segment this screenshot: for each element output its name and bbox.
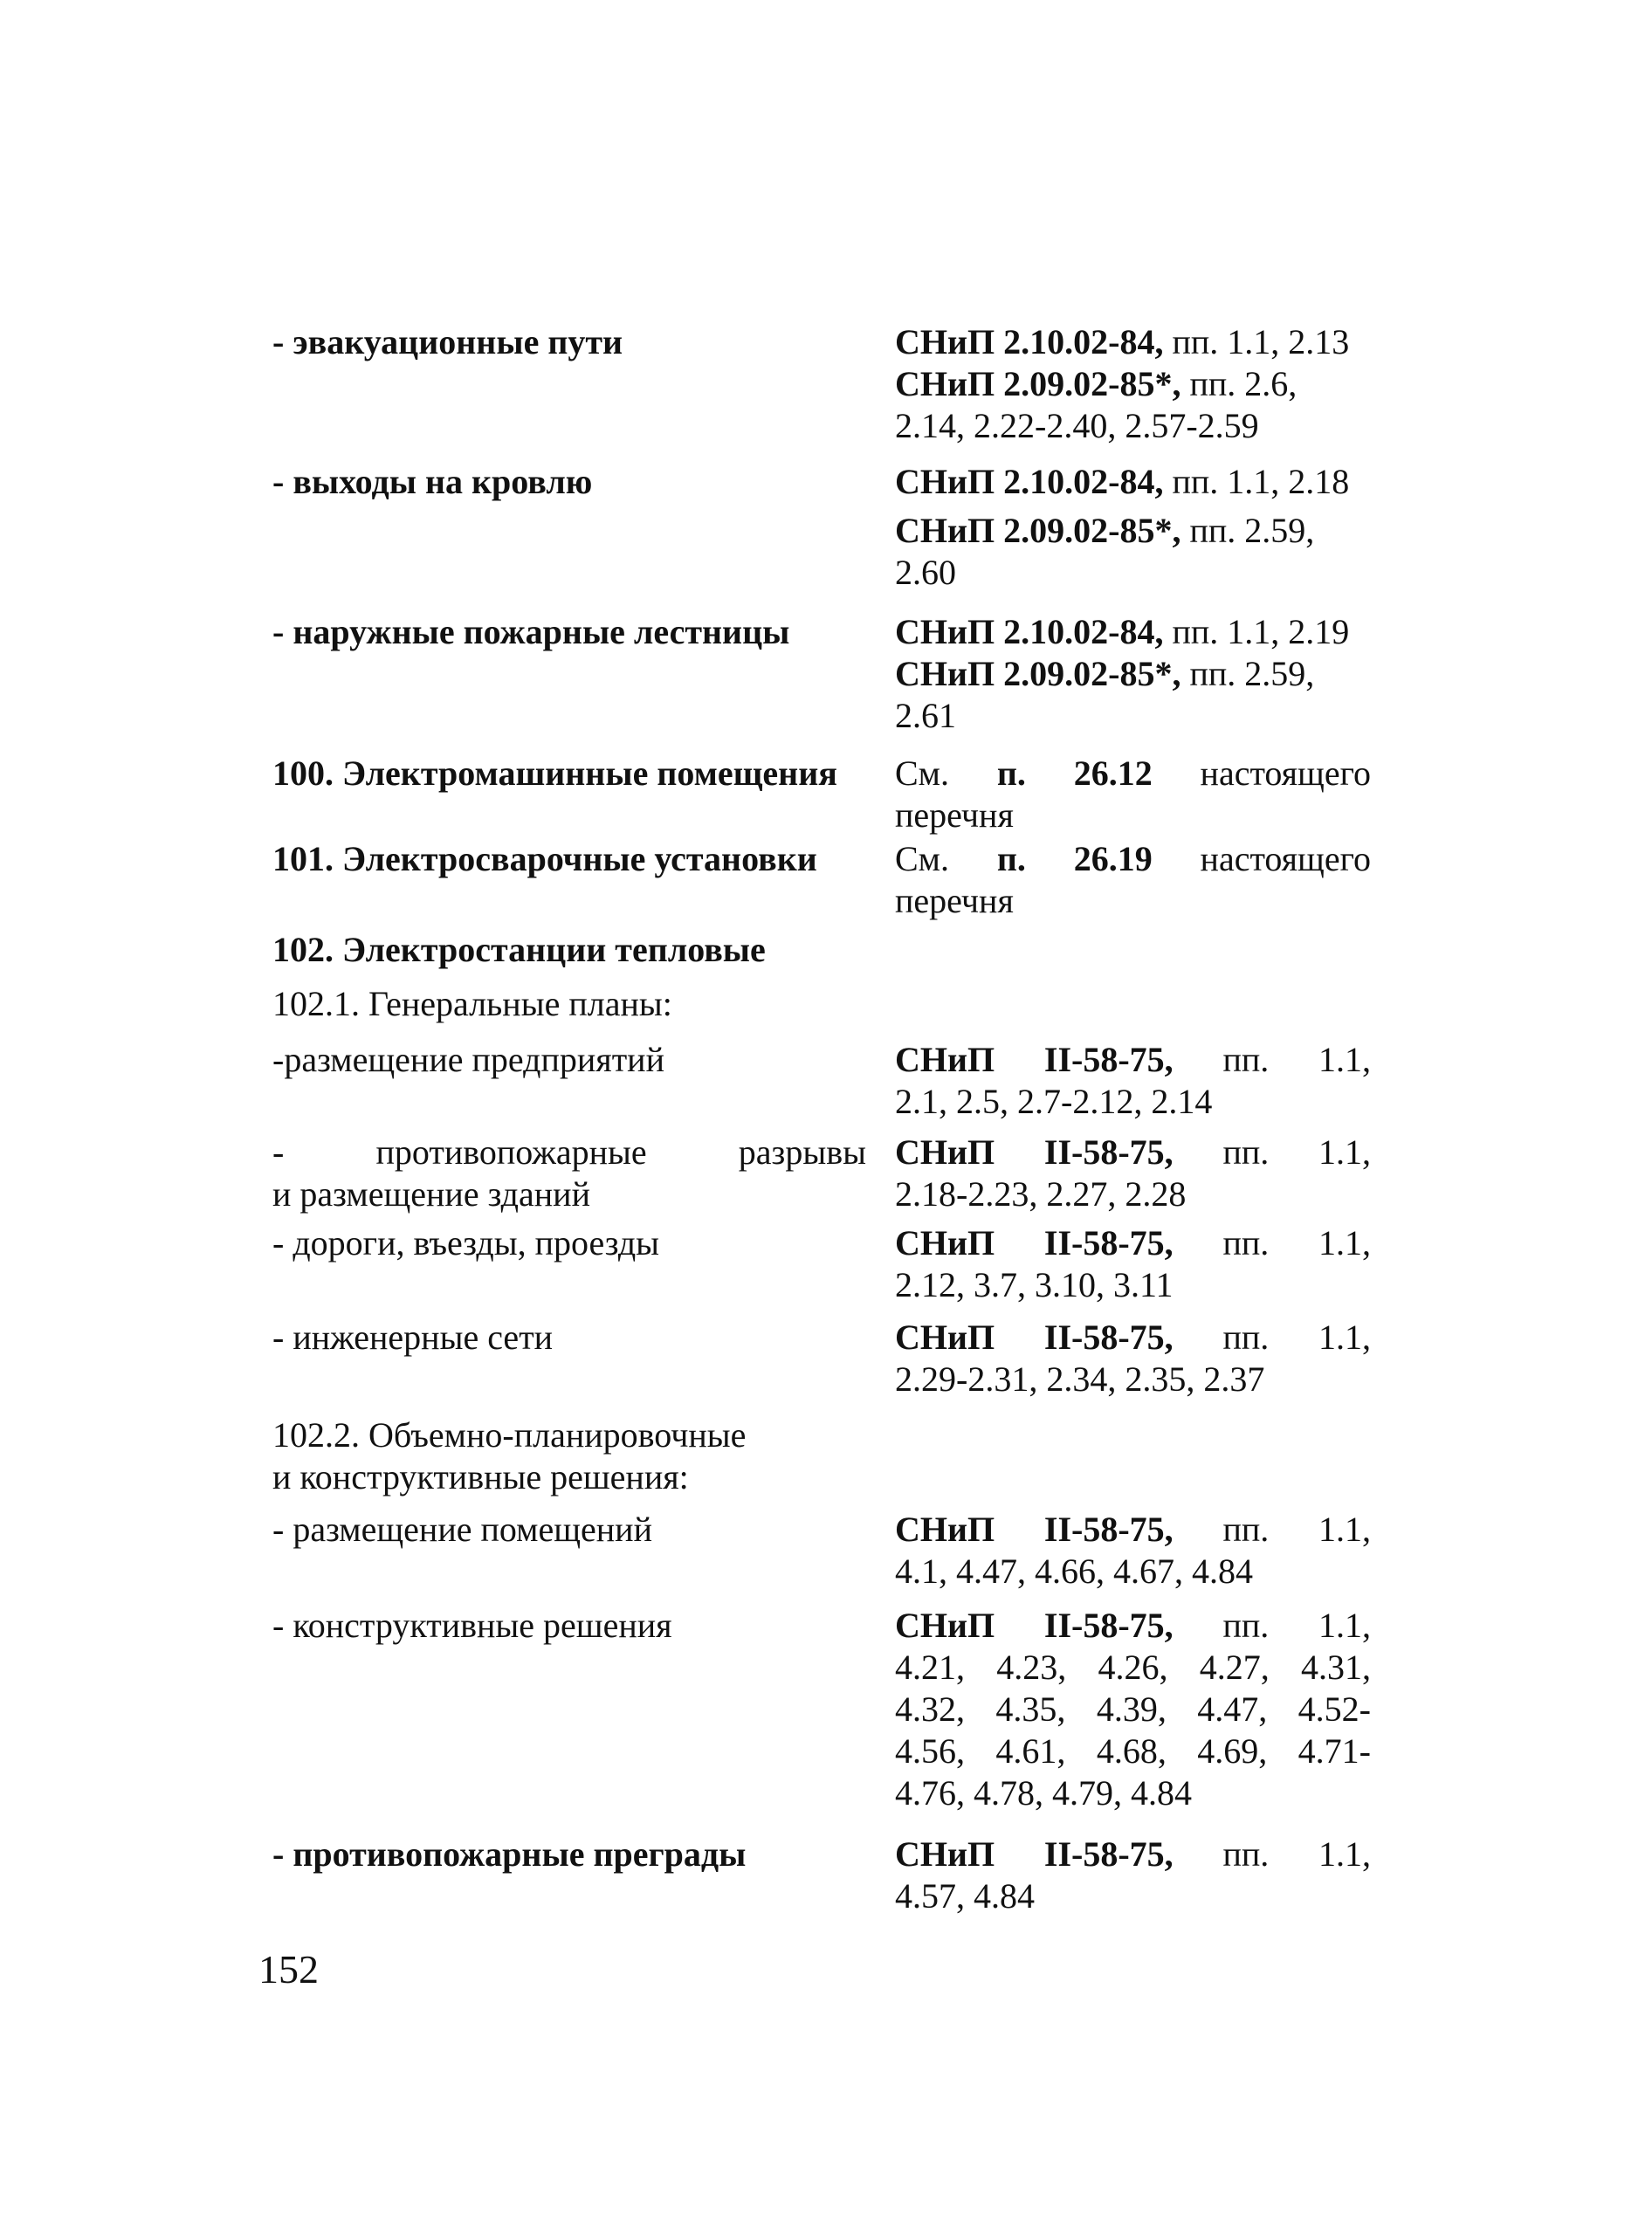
row-reference: СНиП II-58-75, пп. 1.1, 4.57, 4.84	[895, 1834, 1371, 1916]
row-reference: СНиП 2.10.02-84, пп. 1.1, 2.13 СНиП 2.09.02-85*, пп. 2.6, 2.14, 2.22-2.40, 2.57-2.59	[895, 322, 1350, 445]
subsection-heading: 102.1. Генеральные планы:	[272, 984, 672, 1023]
row-label: - выходы на кровлю	[272, 462, 593, 501]
row-label: -размещение предприятий	[272, 1040, 664, 1079]
row-reference: СНиП 2.10.02-84, пп. 1.1, 2.18 СНиП 2.09.02-85*, пп. 2.59, 2.60	[895, 462, 1350, 592]
row-reference: СНиП II-58-75, пп. 1.1, 4.1, 4.47, 4.66, 4.67, 4.84	[895, 1510, 1371, 1591]
section-heading: 100. Электромашинные помещения	[272, 753, 837, 793]
subsection-heading: 102.2. Объемно-планировочные и конструктивные решения:	[272, 1415, 747, 1496]
row-label: - конструктивные решения	[272, 1606, 672, 1645]
row-reference: СНиП II-58-75, пп. 1.1, 4.21, 4.23, 4.26, 4.27, 4.31, 4.32, 4.35, 4.39, 4.47, 4.52- 4.56, 4.61, 4.68, 4.69, 4.71- 4.76, 4.78, 4.79, 4.84	[895, 1606, 1371, 1813]
row-reference: СНиП II-58-75, пп. 1.1, 2.12, 3.7, 3.10, 3.11	[895, 1223, 1371, 1304]
row-label: - дороги, въезды, проезды	[272, 1223, 660, 1262]
section-heading: 102. Электростанции тепловые	[272, 930, 766, 969]
row-reference: СНиП 2.10.02-84, пп. 1.1, 2.19 СНиП 2.09.02-85*, пп. 2.59, 2.61	[895, 612, 1350, 735]
page-number: 152	[258, 1947, 319, 1992]
row-label: - противопожарные разрывы и размещение зданий	[272, 1132, 866, 1214]
row-label: - наружные пожарные лестницы	[272, 612, 790, 651]
row-reference: СНиП II-58-75, пп. 1.1, 2.18-2.23, 2.27, 2.28	[895, 1132, 1371, 1214]
row-label: - эвакуационные пути	[272, 322, 623, 361]
row-reference: См. п. 26.19 настоящего перечня	[895, 839, 1371, 920]
row-reference: См. п. 26.12 настоящего перечня	[895, 753, 1371, 835]
row-reference: СНиП II-58-75, пп. 1.1, 2.29-2.31, 2.34, 2.35, 2.37	[895, 1318, 1371, 1399]
row-label: - противопожарные преграды	[272, 1834, 747, 1874]
section-heading: 101. Электросварочные установки	[272, 839, 817, 878]
row-label: - инженерные сети	[272, 1318, 554, 1357]
row-reference: СНиП II-58-75, пп. 1.1, 2.1, 2.5, 2.7-2.12, 2.14	[895, 1040, 1371, 1121]
row-label: - размещение помещений	[272, 1510, 652, 1549]
